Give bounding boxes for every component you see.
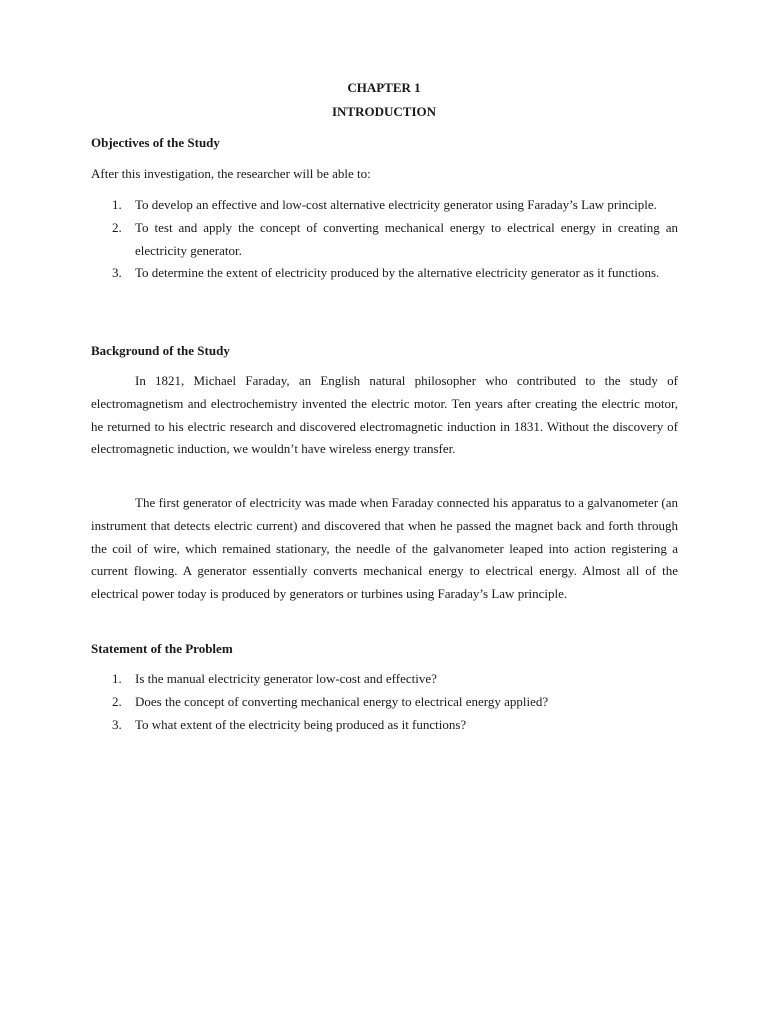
- problem-list-block: [91, 668, 678, 736]
- list-item-text: To develop an effective and low-cost alternative electricity generator using Faraday’s Law principle.: [135, 197, 657, 212]
- list-number: 1.: [112, 197, 122, 212]
- background-para-2-block: [91, 492, 678, 606]
- background-paragraph-1: In 1821, Michael Faraday, an English natural philosopher who contributed to the study of electromagnetism and electrochemistry invented the electric motor. Ten years after creating the electric motor, he returned to his electric research and discovered electromagnetic induction in 1831. Without the discovery of electromagnetic induction, we wouldn’t have wireless energy transfer.: [91, 373, 678, 457]
- objectives-list-block: [91, 194, 678, 285]
- list-item: [91, 714, 678, 737]
- background-para-1-block: [91, 370, 678, 461]
- chapter-label: CHAPTER 1: [347, 80, 421, 95]
- list-item-text: To determine the extent of electricity produced by the alternative electricity generator as it functions.: [135, 265, 660, 281]
- problem-section: [91, 641, 678, 657]
- problem-heading: Statement of the Problem: [91, 641, 233, 656]
- list-item-text: To what extent of the electricity being produced as it functions?: [135, 716, 467, 732]
- objectives-heading: Objectives of the Study: [91, 135, 220, 150]
- objectives-lead: After this investigation, the researcher will be able to:: [91, 166, 371, 181]
- objectives-lead-block: [91, 163, 678, 186]
- objectives-list: [91, 194, 678, 285]
- background-heading: Background of the Study: [91, 343, 230, 358]
- list-number: 3.: [112, 265, 122, 281]
- list-number: 2.: [112, 219, 122, 235]
- list-item-text: To test and apply the concept of converting mechanical energy to electrical energy in creating an electricity generator.: [135, 219, 678, 258]
- list-number: 3.: [112, 716, 122, 732]
- list-item-text: Is the manual electricity generator low-cost and effective?: [135, 671, 437, 686]
- problem-list: [91, 668, 678, 736]
- objectives-section: [91, 135, 678, 151]
- list-item: [91, 217, 678, 263]
- list-item: [91, 668, 678, 691]
- list-item-text: Does the concept of converting mechanical energy to electrical energy applied?: [135, 693, 549, 709]
- list-number: 1.: [112, 671, 122, 686]
- list-item: [91, 691, 678, 714]
- background-section: [91, 343, 678, 359]
- list-number: 2.: [112, 693, 122, 709]
- background-paragraph-2: The first generator of electricity was made when Faraday connected his apparatus to a galvanometer (an instrument that detects electric current) and discovered that when he passed the magnet back and forth through the coil of wire, which remained stationary, the needle of the galvanometer leaped into action registering a current flowing. A generator essentially converts mechanical energy to electrical energy. Almost all of the electrical power today is produced by generators or turbines using Faraday’s Law principle.: [91, 495, 678, 602]
- page-title: INTRODUCTION: [331, 104, 436, 119]
- list-item: [91, 262, 678, 285]
- list-item: [91, 194, 678, 217]
